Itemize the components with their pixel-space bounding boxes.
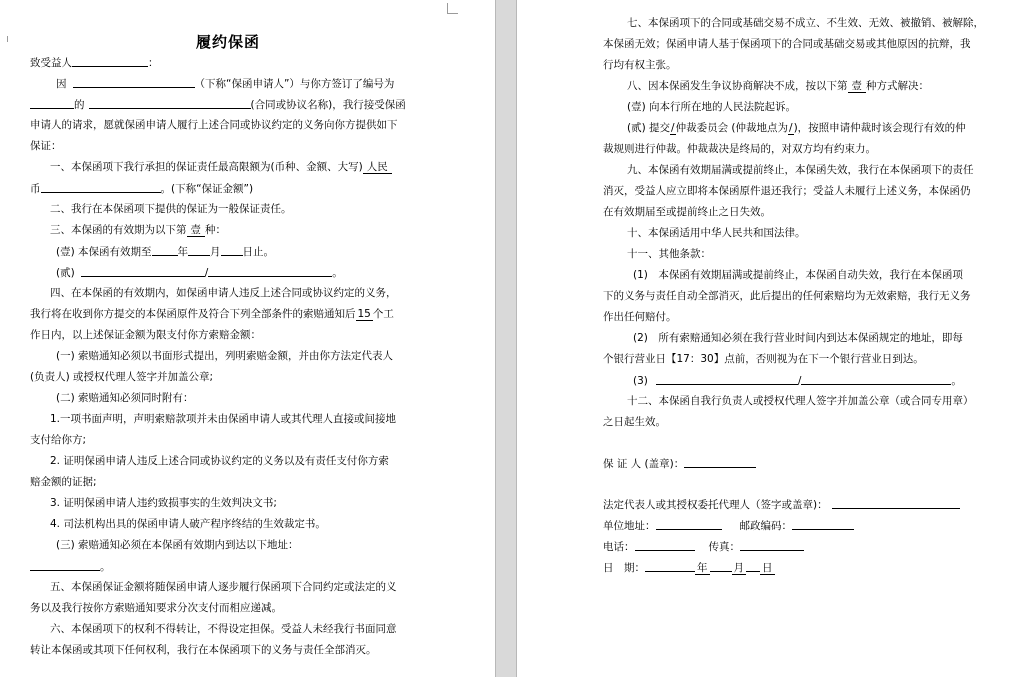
option-blank xyxy=(208,265,332,277)
clause-12-line: 十二、本保函自我行负责人或授权代理人签字并加盖公章（或合同专用章） xyxy=(627,395,974,407)
clause-4-item: (三) 索赔通知必须在本保函有效期内到达以下地址： xyxy=(56,539,299,551)
beneficiary-blank xyxy=(72,55,148,67)
clause-9-line: 在有效期届至或提前终止之日失效。 xyxy=(603,206,771,218)
clause-11-item: 个银行营业日【17：30】点前，否则视为在下一个银行营业日到达。 xyxy=(603,353,924,365)
clause-4-subitem: 1.一项书面声明，声明索赔款项并未由保函申请人或其代理人直接或间接地 xyxy=(50,413,397,425)
paragraph-line: 保证： xyxy=(30,140,62,152)
paragraph-line: 的 (合同或协议名称)，我行接受保函 xyxy=(30,97,406,112)
other-terms-blank xyxy=(801,373,951,385)
year-blank xyxy=(152,244,178,256)
date-line: 日 期： 年 月 日 xyxy=(603,562,773,574)
clause-11-item: 下的义务与责任自动全部消灭，此后提出的任何索赔均为无效索赔，我行无义务 xyxy=(603,290,971,302)
other-terms-blank xyxy=(656,373,798,385)
clause-9-line: 消灭，受益人应立即将本保函原件退还我行；受益人未履行上述义务，本保函仍 xyxy=(603,185,971,197)
clause-5-line: 务以及我行按你方索赔通知要求分次支付而相应递减。 xyxy=(30,602,282,614)
clause-1-line: 币 。(下称“保证金额”) xyxy=(30,183,254,195)
clause-8-option-1: (壹) 向本行所在地的人民法院起诉。 xyxy=(627,101,797,113)
document-title: 履约保函 xyxy=(196,33,261,51)
clause-1-line: 一、本保函项下我行承担的保证责任最高限额为(币种、金额、大写) 人民 xyxy=(50,160,392,174)
clause-8-line: 裁规则进行仲裁。仲裁裁决是终局的，对双方均有约束力。 xyxy=(603,143,876,155)
contract-number-blank xyxy=(30,97,74,109)
page-corner-mark xyxy=(447,3,458,14)
clause-9-line: 九、本保函有效期届满或提前终止，本保函失效，我行在本保函项下的责任 xyxy=(627,164,974,176)
clause-6-line: 转让本保函或其项下任何权利，我行在本保函项下的义务与责任全部消灭。 xyxy=(30,644,377,656)
clause-11-item: (1) 本保函有效期届满或提前终止，本保函自动失效，我行在本保函项 xyxy=(633,269,963,281)
clause-4-line: 我行将在收到你方提交的本保函原件及符合下列全部条件的索赔通知后 15 个工 xyxy=(30,308,394,320)
contract-name-blank xyxy=(89,97,251,109)
clause-7-line: 行均有权主张。 xyxy=(603,59,677,71)
representative-signature-line: 法定代表人或其授权委托代理人（签字或盖章)： xyxy=(603,497,960,512)
salutation-line: 致受益人 ： xyxy=(30,57,159,69)
clause-8-line: 八、因本保函发生争议协商解决不成，按以下第 壹 种方式解决： xyxy=(627,80,929,92)
clause-8-option-2: (贰) 提交/仲裁委员会 (仲裁地点为/)，按照申请仲裁时该会现行有效的仲 xyxy=(627,122,966,134)
page-gap xyxy=(495,0,517,677)
clause-11-item: (2) 所有索赔通知必须在我行营业时间内到达本保函规定的地址，即每 xyxy=(633,332,963,344)
clause-2-line: 二、我行在本保函项下提供的保证为一般保证责任。 xyxy=(50,203,292,215)
unit-address-blank xyxy=(656,518,722,530)
clause-4-line: 四、在本保函的有效期内，如保函申请人违反上述合同或协议约定的义务， xyxy=(50,287,397,299)
address-postcode-line: 单位地址： 邮政编码： xyxy=(603,518,854,533)
clause-4-subitem: 4. 司法机构出具的保函申请人破产程序终结的生效裁定书。 xyxy=(50,518,326,530)
guarantor-seal-line: 保 证 人 (盖章)： xyxy=(603,456,756,471)
phone-blank xyxy=(635,539,695,551)
clause-12-line: 之日起生效。 xyxy=(603,416,666,428)
paragraph-line: 申请人的请求，愿就保函申请人履行上述合同或协议约定的义务向你方提供如下 xyxy=(30,119,398,131)
clause-11-item: (3) / 。 xyxy=(633,375,962,387)
clause-7-line: 七、本保函项下的合同或基础交易不成立、不生效、无效、被撤销、被解除， xyxy=(627,17,984,29)
document-page-left xyxy=(0,0,495,677)
page-corner-mark xyxy=(0,36,8,42)
date-year-blank xyxy=(645,560,695,572)
clause-6-line: 六、本保函项下的权利不得转让，不得设定担保。受益人未经我行书面同意 xyxy=(50,623,397,635)
clause-4-subitem: 2. 证明保函申请人违反上述合同或协议约定的义务以及有责任支付你方索 xyxy=(50,455,389,467)
clause-4-subitem: 3. 证明保函申请人违约致损事实的生效判决文书; xyxy=(50,497,277,509)
day-blank xyxy=(221,244,243,256)
postcode-blank xyxy=(792,518,854,530)
clause-4-item: (二) 索赔通知必须同时附有： xyxy=(56,392,194,404)
clause-4-subitem: 赔金额的证据; xyxy=(30,476,97,488)
guarantor-blank xyxy=(684,456,756,468)
date-month-blank xyxy=(710,560,732,572)
clause-3-option-2: (贰) / 。 xyxy=(56,267,343,279)
document-page-right xyxy=(517,0,1024,677)
clause-7-line: 本保函无效；保函申请人基于保函项下的合同或基础交易或其他原因的抗辩，我 xyxy=(603,38,971,50)
address-blank xyxy=(30,559,100,571)
clause-4-subitem: 支付给你方; xyxy=(30,434,87,446)
paragraph-line: 因 （下称“保函申请人”）与你方签订了编号为 xyxy=(56,78,395,90)
month-blank xyxy=(188,244,210,256)
clause-4-item: (负责人) 或授权代理人签字并加盖公章; xyxy=(30,371,214,383)
clause-5-line: 五、本保函保证金额将随保函申请人逐步履行保函项下合同约定或法定的义 xyxy=(50,581,397,593)
amount-blank xyxy=(41,181,161,193)
date-day-blank xyxy=(746,560,760,572)
applicant-blank xyxy=(73,76,195,88)
clause-11-heading: 十一、其他条款： xyxy=(627,248,711,260)
clause-4-item: (一) 索赔通知必须以书面形式提出，列明索赔金额，并由你方法定代表人 xyxy=(56,350,394,362)
clause-3-line: 三、本保函的有效期为以下第 壹 种： xyxy=(50,224,226,236)
fax-blank xyxy=(740,539,804,551)
option-blank xyxy=(81,265,205,277)
clause-10-line: 十、本保函适用中华人民共和国法律。 xyxy=(627,227,806,239)
address-line: 。 xyxy=(30,559,111,574)
representative-blank xyxy=(832,497,960,509)
clause-11-item: 作出任何赔付。 xyxy=(603,311,677,323)
clause-3-option-1: (壹) 本保函有效期至 年 月 日止。 xyxy=(56,246,275,258)
clause-4-line: 作日内，以上述保证金额为限支付你方索赔金额： xyxy=(30,329,261,341)
phone-fax-line: 电话： 传真： xyxy=(603,539,804,554)
